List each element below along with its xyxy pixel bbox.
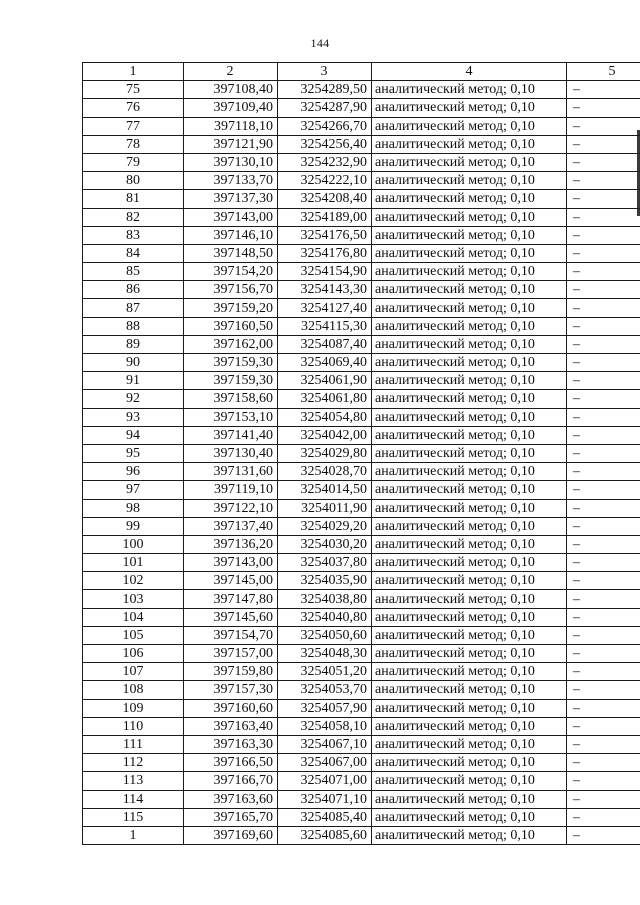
- point-number-cell: 103: [83, 590, 184, 608]
- x-coordinate-cell: 397145,00: [184, 572, 278, 590]
- y-coordinate-cell: 3254030,20: [278, 535, 372, 553]
- point-number-cell: 81: [83, 190, 184, 208]
- note-cell: –: [567, 81, 640, 99]
- note-cell: –: [567, 699, 640, 717]
- point-number-cell: 100: [83, 535, 184, 553]
- method-accuracy-cell: аналитический метод; 0,10: [372, 99, 567, 117]
- point-number-cell: 85: [83, 263, 184, 281]
- table-row: [83, 590, 640, 608]
- y-coordinate-cell: 3254054,80: [278, 408, 372, 426]
- x-coordinate-cell: 397157,00: [184, 645, 278, 663]
- method-accuracy-cell: аналитический метод; 0,10: [372, 153, 567, 171]
- y-coordinate-cell: 3254029,20: [278, 517, 372, 535]
- note-cell: –: [567, 790, 640, 808]
- table-row: [83, 81, 640, 99]
- x-coordinate-cell: 397108,40: [184, 81, 278, 99]
- table-row: [83, 281, 640, 299]
- note-cell: –: [567, 99, 640, 117]
- point-number-cell: 111: [83, 735, 184, 753]
- point-number-cell: 79: [83, 153, 184, 171]
- note-cell: –: [567, 172, 640, 190]
- column-header-4: 4: [372, 63, 567, 81]
- y-coordinate-cell: 3254289,50: [278, 81, 372, 99]
- method-accuracy-cell: аналитический метод; 0,10: [372, 554, 567, 572]
- y-coordinate-cell: 3254071,00: [278, 772, 372, 790]
- point-number-cell: 113: [83, 772, 184, 790]
- table-row: [83, 481, 640, 499]
- point-number-cell: 77: [83, 117, 184, 135]
- table-row: [83, 826, 640, 844]
- table-row: [83, 645, 640, 663]
- point-number-cell: 110: [83, 717, 184, 735]
- x-coordinate-cell: 397141,40: [184, 426, 278, 444]
- table-row: [83, 772, 640, 790]
- point-number-cell: 114: [83, 790, 184, 808]
- method-accuracy-cell: аналитический метод; 0,10: [372, 208, 567, 226]
- x-coordinate-cell: 397165,70: [184, 808, 278, 826]
- point-number-cell: 101: [83, 554, 184, 572]
- table-row: [83, 99, 640, 117]
- point-number-cell: 96: [83, 463, 184, 481]
- y-coordinate-cell: 3254266,70: [278, 117, 372, 135]
- note-cell: –: [567, 226, 640, 244]
- point-number-cell: 97: [83, 481, 184, 499]
- table-row: [83, 499, 640, 517]
- note-cell: –: [567, 808, 640, 826]
- method-accuracy-cell: аналитический метод; 0,10: [372, 608, 567, 626]
- x-coordinate-cell: 397162,00: [184, 335, 278, 353]
- method-accuracy-cell: аналитический метод; 0,10: [372, 754, 567, 772]
- note-cell: –: [567, 390, 640, 408]
- note-cell: –: [567, 626, 640, 644]
- y-coordinate-cell: 3254014,50: [278, 481, 372, 499]
- table-row: [83, 263, 640, 281]
- y-coordinate-cell: 3254232,90: [278, 153, 372, 171]
- table-header-row: [83, 63, 640, 81]
- y-coordinate-cell: 3254085,60: [278, 826, 372, 844]
- y-coordinate-cell: 3254256,40: [278, 135, 372, 153]
- y-coordinate-cell: 3254038,80: [278, 590, 372, 608]
- x-coordinate-cell: 397166,70: [184, 772, 278, 790]
- x-coordinate-cell: 397133,70: [184, 172, 278, 190]
- table-row: [83, 317, 640, 335]
- point-number-cell: 89: [83, 335, 184, 353]
- table-row: [83, 754, 640, 772]
- point-number-cell: 92: [83, 390, 184, 408]
- table-body: [83, 81, 640, 845]
- method-accuracy-cell: аналитический метод; 0,10: [372, 135, 567, 153]
- point-number-cell: 78: [83, 135, 184, 153]
- method-accuracy-cell: аналитический метод; 0,10: [372, 299, 567, 317]
- x-coordinate-cell: 397146,10: [184, 226, 278, 244]
- x-coordinate-cell: 397148,50: [184, 244, 278, 262]
- x-coordinate-cell: 397166,50: [184, 754, 278, 772]
- method-accuracy-cell: аналитический метод; 0,10: [372, 590, 567, 608]
- point-number-cell: 86: [83, 281, 184, 299]
- x-coordinate-cell: 397159,80: [184, 663, 278, 681]
- x-coordinate-cell: 397130,40: [184, 444, 278, 462]
- table-row: [83, 699, 640, 717]
- method-accuracy-cell: аналитический метод; 0,10: [372, 81, 567, 99]
- method-accuracy-cell: аналитический метод; 0,10: [372, 626, 567, 644]
- note-cell: –: [567, 663, 640, 681]
- method-accuracy-cell: аналитический метод; 0,10: [372, 172, 567, 190]
- point-number-cell: 80: [83, 172, 184, 190]
- method-accuracy-cell: аналитический метод; 0,10: [372, 408, 567, 426]
- point-number-cell: 102: [83, 572, 184, 590]
- note-cell: –: [567, 135, 640, 153]
- table-row: [83, 244, 640, 262]
- point-number-cell: 90: [83, 354, 184, 372]
- x-coordinate-cell: 397147,80: [184, 590, 278, 608]
- method-accuracy-cell: аналитический метод; 0,10: [372, 226, 567, 244]
- table-row: [83, 554, 640, 572]
- method-accuracy-cell: аналитический метод; 0,10: [372, 717, 567, 735]
- table-row: [83, 190, 640, 208]
- table-row: [83, 626, 640, 644]
- note-cell: –: [567, 335, 640, 353]
- x-coordinate-cell: 397159,20: [184, 299, 278, 317]
- x-coordinate-cell: 397153,10: [184, 408, 278, 426]
- table-row: [83, 681, 640, 699]
- table-row: [83, 226, 640, 244]
- note-cell: –: [567, 772, 640, 790]
- x-coordinate-cell: 397145,60: [184, 608, 278, 626]
- method-accuracy-cell: аналитический метод; 0,10: [372, 190, 567, 208]
- x-coordinate-cell: 397156,70: [184, 281, 278, 299]
- note-cell: –: [567, 117, 640, 135]
- table-row: [83, 408, 640, 426]
- table-row: [83, 153, 640, 171]
- method-accuracy-cell: аналитический метод; 0,10: [372, 390, 567, 408]
- x-coordinate-cell: 397159,30: [184, 372, 278, 390]
- y-coordinate-cell: 3254154,90: [278, 263, 372, 281]
- table-row: [83, 717, 640, 735]
- note-cell: –: [567, 299, 640, 317]
- column-header-3: 3: [278, 63, 372, 81]
- method-accuracy-cell: аналитический метод; 0,10: [372, 808, 567, 826]
- table-row: [83, 572, 640, 590]
- table-row: [83, 608, 640, 626]
- point-number-cell: 107: [83, 663, 184, 681]
- method-accuracy-cell: аналитический метод; 0,10: [372, 735, 567, 753]
- y-coordinate-cell: 3254029,80: [278, 444, 372, 462]
- method-accuracy-cell: аналитический метод; 0,10: [372, 790, 567, 808]
- point-number-cell: 87: [83, 299, 184, 317]
- page-number: 144: [310, 36, 330, 50]
- point-number-cell: 99: [83, 517, 184, 535]
- y-coordinate-cell: 3254035,90: [278, 572, 372, 590]
- y-coordinate-cell: 3254011,90: [278, 499, 372, 517]
- point-number-cell: 83: [83, 226, 184, 244]
- method-accuracy-cell: аналитический метод; 0,10: [372, 535, 567, 553]
- point-number-cell: 76: [83, 99, 184, 117]
- y-coordinate-cell: 3254048,30: [278, 645, 372, 663]
- method-accuracy-cell: аналитический метод; 0,10: [372, 826, 567, 844]
- y-coordinate-cell: 3254208,40: [278, 190, 372, 208]
- table-row: [83, 172, 640, 190]
- x-coordinate-cell: 397143,00: [184, 554, 278, 572]
- x-coordinate-cell: 397137,30: [184, 190, 278, 208]
- y-coordinate-cell: 3254067,00: [278, 754, 372, 772]
- x-coordinate-cell: 397154,70: [184, 626, 278, 644]
- table-row: [83, 663, 640, 681]
- method-accuracy-cell: аналитический метод; 0,10: [372, 426, 567, 444]
- y-coordinate-cell: 3254287,90: [278, 99, 372, 117]
- note-cell: –: [567, 444, 640, 462]
- x-coordinate-cell: 397169,60: [184, 826, 278, 844]
- y-coordinate-cell: 3254189,00: [278, 208, 372, 226]
- note-cell: –: [567, 590, 640, 608]
- point-number-cell: 105: [83, 626, 184, 644]
- y-coordinate-cell: 3254042,00: [278, 426, 372, 444]
- note-cell: –: [567, 499, 640, 517]
- note-cell: –: [567, 354, 640, 372]
- method-accuracy-cell: аналитический метод; 0,10: [372, 244, 567, 262]
- x-coordinate-cell: 397130,10: [184, 153, 278, 171]
- y-coordinate-cell: 3254061,90: [278, 372, 372, 390]
- table-row: [83, 517, 640, 535]
- method-accuracy-cell: аналитический метод; 0,10: [372, 372, 567, 390]
- table-row: [83, 135, 640, 153]
- y-coordinate-cell: 3254176,80: [278, 244, 372, 262]
- point-number-cell: 109: [83, 699, 184, 717]
- x-coordinate-cell: 397159,30: [184, 354, 278, 372]
- table-row: [83, 390, 640, 408]
- method-accuracy-cell: аналитический метод; 0,10: [372, 481, 567, 499]
- point-number-cell: 94: [83, 426, 184, 444]
- x-coordinate-cell: 397163,30: [184, 735, 278, 753]
- table-row: [83, 426, 640, 444]
- y-coordinate-cell: 3254057,90: [278, 699, 372, 717]
- y-coordinate-cell: 3254115,30: [278, 317, 372, 335]
- column-header-1: 1: [83, 63, 184, 81]
- table-row: [83, 790, 640, 808]
- method-accuracy-cell: аналитический метод; 0,10: [372, 517, 567, 535]
- x-coordinate-cell: 397119,10: [184, 481, 278, 499]
- x-coordinate-cell: 397157,30: [184, 681, 278, 699]
- method-accuracy-cell: аналитический метод; 0,10: [372, 645, 567, 663]
- note-cell: –: [567, 153, 640, 171]
- method-accuracy-cell: аналитический метод; 0,10: [372, 117, 567, 135]
- note-cell: –: [567, 645, 640, 663]
- method-accuracy-cell: аналитический метод; 0,10: [372, 463, 567, 481]
- coordinates-table: [82, 62, 640, 845]
- x-coordinate-cell: 397160,50: [184, 317, 278, 335]
- x-coordinate-cell: 397143,00: [184, 208, 278, 226]
- note-cell: –: [567, 535, 640, 553]
- y-coordinate-cell: 3254053,70: [278, 681, 372, 699]
- method-accuracy-cell: аналитический метод; 0,10: [372, 499, 567, 517]
- x-coordinate-cell: 397160,60: [184, 699, 278, 717]
- note-cell: –: [567, 463, 640, 481]
- y-coordinate-cell: 3254050,60: [278, 626, 372, 644]
- method-accuracy-cell: аналитический метод; 0,10: [372, 772, 567, 790]
- x-coordinate-cell: 397131,60: [184, 463, 278, 481]
- table-row: [83, 463, 640, 481]
- note-cell: –: [567, 317, 640, 335]
- note-cell: –: [567, 263, 640, 281]
- point-number-cell: 98: [83, 499, 184, 517]
- note-cell: –: [567, 554, 640, 572]
- x-coordinate-cell: 397163,40: [184, 717, 278, 735]
- point-number-cell: 104: [83, 608, 184, 626]
- y-coordinate-cell: 3254067,10: [278, 735, 372, 753]
- method-accuracy-cell: аналитический метод; 0,10: [372, 335, 567, 353]
- note-cell: –: [567, 281, 640, 299]
- table-row: [83, 335, 640, 353]
- y-coordinate-cell: 3254051,20: [278, 663, 372, 681]
- x-coordinate-cell: 397154,20: [184, 263, 278, 281]
- table-row: [83, 372, 640, 390]
- point-number-cell: 112: [83, 754, 184, 772]
- method-accuracy-cell: аналитический метод; 0,10: [372, 663, 567, 681]
- note-cell: –: [567, 572, 640, 590]
- y-coordinate-cell: 3254037,80: [278, 554, 372, 572]
- table-row: [83, 299, 640, 317]
- point-number-cell: 84: [83, 244, 184, 262]
- method-accuracy-cell: аналитический метод; 0,10: [372, 444, 567, 462]
- y-coordinate-cell: 3254071,10: [278, 790, 372, 808]
- table-row: [83, 208, 640, 226]
- x-coordinate-cell: 397136,20: [184, 535, 278, 553]
- note-cell: –: [567, 244, 640, 262]
- column-header-5: 5: [567, 63, 640, 81]
- y-coordinate-cell: 3254061,80: [278, 390, 372, 408]
- x-coordinate-cell: 397158,60: [184, 390, 278, 408]
- table-row: [83, 117, 640, 135]
- x-coordinate-cell: 397163,60: [184, 790, 278, 808]
- table-row: [83, 535, 640, 553]
- x-coordinate-cell: 397122,10: [184, 499, 278, 517]
- point-number-cell: 88: [83, 317, 184, 335]
- y-coordinate-cell: 3254028,70: [278, 463, 372, 481]
- y-coordinate-cell: 3254040,80: [278, 608, 372, 626]
- point-number-cell: 82: [83, 208, 184, 226]
- note-cell: –: [567, 826, 640, 844]
- y-coordinate-cell: 3254222,10: [278, 172, 372, 190]
- table-row: [83, 735, 640, 753]
- note-cell: –: [567, 717, 640, 735]
- table-row: [83, 354, 640, 372]
- method-accuracy-cell: аналитический метод; 0,10: [372, 572, 567, 590]
- method-accuracy-cell: аналитический метод; 0,10: [372, 354, 567, 372]
- method-accuracy-cell: аналитический метод; 0,10: [372, 699, 567, 717]
- y-coordinate-cell: 3254069,40: [278, 354, 372, 372]
- y-coordinate-cell: 3254085,40: [278, 808, 372, 826]
- note-cell: –: [567, 608, 640, 626]
- table-row: [83, 444, 640, 462]
- method-accuracy-cell: аналитический метод; 0,10: [372, 317, 567, 335]
- x-coordinate-cell: 397109,40: [184, 99, 278, 117]
- note-cell: –: [567, 190, 640, 208]
- note-cell: –: [567, 208, 640, 226]
- note-cell: –: [567, 408, 640, 426]
- note-cell: –: [567, 372, 640, 390]
- point-number-cell: 75: [83, 81, 184, 99]
- table-row: [83, 808, 640, 826]
- point-number-cell: 91: [83, 372, 184, 390]
- method-accuracy-cell: аналитический метод; 0,10: [372, 281, 567, 299]
- y-coordinate-cell: 3254058,10: [278, 717, 372, 735]
- note-cell: –: [567, 517, 640, 535]
- point-number-cell: 93: [83, 408, 184, 426]
- note-cell: –: [567, 426, 640, 444]
- note-cell: –: [567, 754, 640, 772]
- method-accuracy-cell: аналитический метод; 0,10: [372, 681, 567, 699]
- x-coordinate-cell: 397137,40: [184, 517, 278, 535]
- point-number-cell: 106: [83, 645, 184, 663]
- x-coordinate-cell: 397118,10: [184, 117, 278, 135]
- y-coordinate-cell: 3254087,40: [278, 335, 372, 353]
- note-cell: –: [567, 481, 640, 499]
- point-number-cell: 95: [83, 444, 184, 462]
- x-coordinate-cell: 397121,90: [184, 135, 278, 153]
- y-coordinate-cell: 3254176,50: [278, 226, 372, 244]
- method-accuracy-cell: аналитический метод; 0,10: [372, 263, 567, 281]
- y-coordinate-cell: 3254143,30: [278, 281, 372, 299]
- note-cell: –: [567, 681, 640, 699]
- y-coordinate-cell: 3254127,40: [278, 299, 372, 317]
- point-number-cell: 1: [83, 826, 184, 844]
- note-cell: –: [567, 735, 640, 753]
- column-header-2: 2: [184, 63, 278, 81]
- point-number-cell: 115: [83, 808, 184, 826]
- point-number-cell: 108: [83, 681, 184, 699]
